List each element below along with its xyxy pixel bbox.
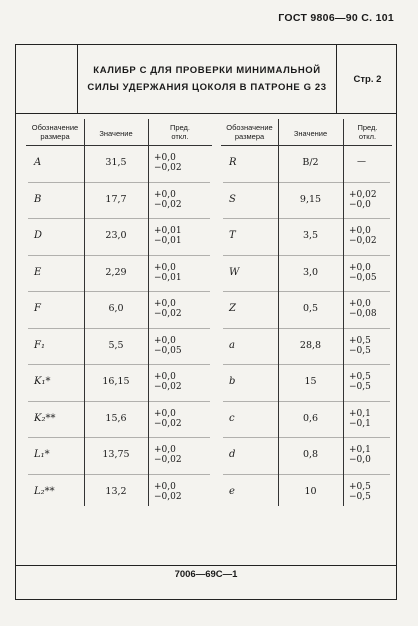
tolerance-upper: +0,0: [349, 262, 371, 273]
left-row-symbol: A: [34, 157, 42, 168]
right-row-value: B/2: [302, 157, 319, 168]
title-bottom-border: [16, 113, 396, 114]
document-frame: [15, 44, 397, 600]
tolerance-upper: +0,5: [349, 481, 371, 492]
left-header-value: Значение: [99, 129, 133, 138]
left-header-tolerance: Пред. откл.: [169, 123, 191, 141]
right-row-tolerance: [349, 190, 377, 210]
tolerance-upper: +0,0: [154, 372, 176, 382]
footer-divider: [16, 565, 396, 566]
right-row-value: 0,5: [302, 303, 319, 314]
right-row-tolerance: [349, 409, 371, 429]
left-row-symbol: K₂**: [34, 412, 56, 424]
right-row-symbol: Z: [229, 303, 236, 314]
right-row-tolerance: [349, 299, 377, 319]
left-row-tolerance: [154, 299, 182, 319]
tolerance-lower: −0,0: [349, 455, 371, 465]
tolerance-lower: −0,5: [349, 491, 371, 502]
left-row-value: 5,5: [108, 339, 124, 351]
right-row-tolerance: [349, 372, 371, 392]
tolerance-upper: +0,0: [349, 226, 371, 236]
right-row-value: 3,5: [302, 230, 319, 241]
right-row-rule: [223, 401, 390, 402]
right-row-rule: [223, 291, 390, 292]
tolerance-lower: −0,01: [154, 272, 182, 283]
page-label: Стр. 2: [353, 73, 382, 85]
tolerance-lower: −0,5: [349, 382, 371, 392]
right-header-rule: [221, 145, 392, 146]
right-row-rule: [223, 474, 390, 475]
tolerance-lower: −0,02: [349, 236, 377, 246]
left-row-value: 23,0: [105, 230, 127, 241]
tolerance-lower: −0,02: [154, 418, 182, 429]
tolerance-lower: −0,02: [154, 491, 182, 502]
left-row-symbol: B: [34, 193, 42, 205]
right-row-tolerance: [349, 263, 377, 283]
left-row-tolerance: [154, 263, 182, 283]
tolerance-lower: −0,0: [349, 199, 371, 210]
right-row-tolerance: [349, 482, 371, 502]
right-row-value: 15: [304, 376, 317, 387]
left-row-value: 17,7: [105, 193, 127, 205]
left-row-symbol: E: [34, 266, 42, 278]
left-row-value: 16,15: [102, 376, 130, 387]
title-line-1: КАЛИБР С ДЛЯ ПРОВЕРКИ МИНИМАЛЬНОЙ: [93, 65, 321, 76]
left-row-symbol: L₂**: [34, 485, 55, 497]
left-row-tolerance: [154, 409, 182, 429]
tolerance-lower: −0,08: [349, 309, 377, 319]
left-row-tolerance: [154, 190, 182, 210]
tolerance-upper: +0,0: [154, 299, 176, 309]
left-row-tolerance: [154, 372, 182, 392]
tolerance-upper: +0,5: [349, 372, 371, 382]
right-row-value: 3,0: [302, 266, 319, 278]
right-row-rule: [223, 218, 390, 219]
footer-code: 7006—69С—1: [174, 569, 238, 580]
left-row-symbol: F₁: [34, 339, 45, 351]
right-row-symbol: e: [229, 485, 235, 497]
document-title: [78, 45, 336, 113]
left-row-rule: [28, 182, 210, 183]
tolerance-lower: −0,02: [154, 199, 182, 210]
left-row-symbol: F: [34, 303, 41, 314]
right-row-symbol: c: [229, 412, 235, 424]
right-header-designation: Обозначение размера: [226, 123, 273, 141]
tolerance-upper: +0,0: [154, 335, 176, 346]
tolerance-lower: −0,02: [154, 309, 182, 319]
left-row-tolerance: [154, 153, 182, 173]
left-row-rule: [28, 255, 210, 256]
right-row-symbol: d: [229, 449, 236, 460]
left-col-sep-1: [148, 119, 149, 506]
tolerance-upper: +0,0: [154, 262, 176, 273]
left-row-rule: [28, 364, 210, 365]
right-row-symbol: b: [229, 376, 236, 387]
tolerance-lower: −0,1: [349, 418, 371, 429]
right-row-rule: [223, 255, 390, 256]
tolerance-upper: +0,01: [154, 226, 182, 236]
tolerance-upper: +0,5: [349, 335, 371, 346]
right-header-value: Значение: [293, 129, 328, 138]
tolerance-upper: +0,0: [154, 408, 176, 419]
left-row-rule: [28, 291, 210, 292]
right-row-tolerance: [349, 445, 371, 465]
left-row-value: 15,6: [105, 412, 127, 424]
left-row-value: 13,2: [105, 485, 127, 497]
left-row-tolerance: [154, 226, 182, 246]
right-row-value: 0,6: [302, 412, 319, 424]
right-row-symbol: W: [229, 266, 240, 278]
left-header-rule: [26, 145, 212, 146]
right-row-value: 9,15: [299, 193, 322, 205]
right-row-rule: [223, 437, 390, 438]
left-row-value: 31,5: [105, 157, 127, 168]
tolerance-lower: −0,02: [154, 455, 182, 465]
left-row-value: 2,29: [105, 266, 127, 278]
tolerance-lower: −0,02: [154, 163, 182, 173]
right-header-tolerance: Пред. откл.: [357, 123, 378, 141]
left-row-rule: [28, 437, 210, 438]
right-row-value: 28,8: [299, 339, 322, 351]
tolerance-lower: −0,01: [154, 236, 182, 246]
left-row-symbol: L₁*: [34, 449, 50, 460]
tolerance-upper: —: [357, 157, 366, 167]
left-row-value: 13,75: [102, 449, 130, 460]
left-row-rule: [28, 401, 210, 402]
tolerance-upper: +0,1: [349, 408, 371, 419]
tolerance-lower: −0,05: [154, 345, 182, 356]
left-row-rule: [28, 474, 210, 475]
tolerance-upper: +0,0: [349, 299, 371, 309]
left-row-value: 6,0: [108, 303, 124, 314]
tolerance-lower: −0,5: [349, 345, 371, 356]
right-row-tolerance: [349, 226, 377, 246]
left-row-symbol: D: [34, 230, 43, 241]
right-row-symbol: S: [229, 193, 236, 205]
right-row-symbol: T: [229, 230, 236, 241]
right-row-symbol: a: [229, 339, 235, 351]
left-row-tolerance: [154, 445, 182, 465]
right-row-rule: [223, 364, 390, 365]
left-header-designation: Обозначение размера: [31, 123, 79, 141]
right-row-value: 10: [304, 485, 317, 497]
right-row-value: 0,8: [302, 449, 319, 460]
left-row-tolerance: [154, 482, 182, 502]
left-row-symbol: K₁*: [34, 376, 51, 387]
right-col-sep-1: [343, 119, 344, 506]
tolerance-upper: +0,1: [349, 445, 371, 455]
title-line-2: СИЛЫ УДЕРЖАНИЯ ЦОКОЛЯ В ПАТРОНЕ G 23: [87, 82, 327, 93]
right-row-rule: [223, 328, 390, 329]
tolerance-upper: +0,0: [154, 481, 176, 492]
tolerance-upper: +0,0: [154, 189, 176, 200]
page-header: ГОСТ 9806—90 С. 101: [278, 12, 394, 24]
right-row-rule: [223, 182, 390, 183]
right-row-tolerance: [349, 336, 371, 356]
right-row-tolerance: [349, 153, 366, 167]
left-row-rule: [28, 328, 210, 329]
right-row-symbol: R: [229, 157, 237, 168]
left-row-rule: [28, 218, 210, 219]
tolerance-upper: +0,0: [154, 153, 176, 163]
tolerance-upper: +0,02: [349, 189, 377, 200]
tolerance-lower: −0,02: [154, 382, 182, 392]
left-row-tolerance: [154, 336, 182, 356]
tolerance-upper: +0,0: [154, 445, 176, 455]
tolerance-lower: −0,05: [349, 272, 377, 283]
